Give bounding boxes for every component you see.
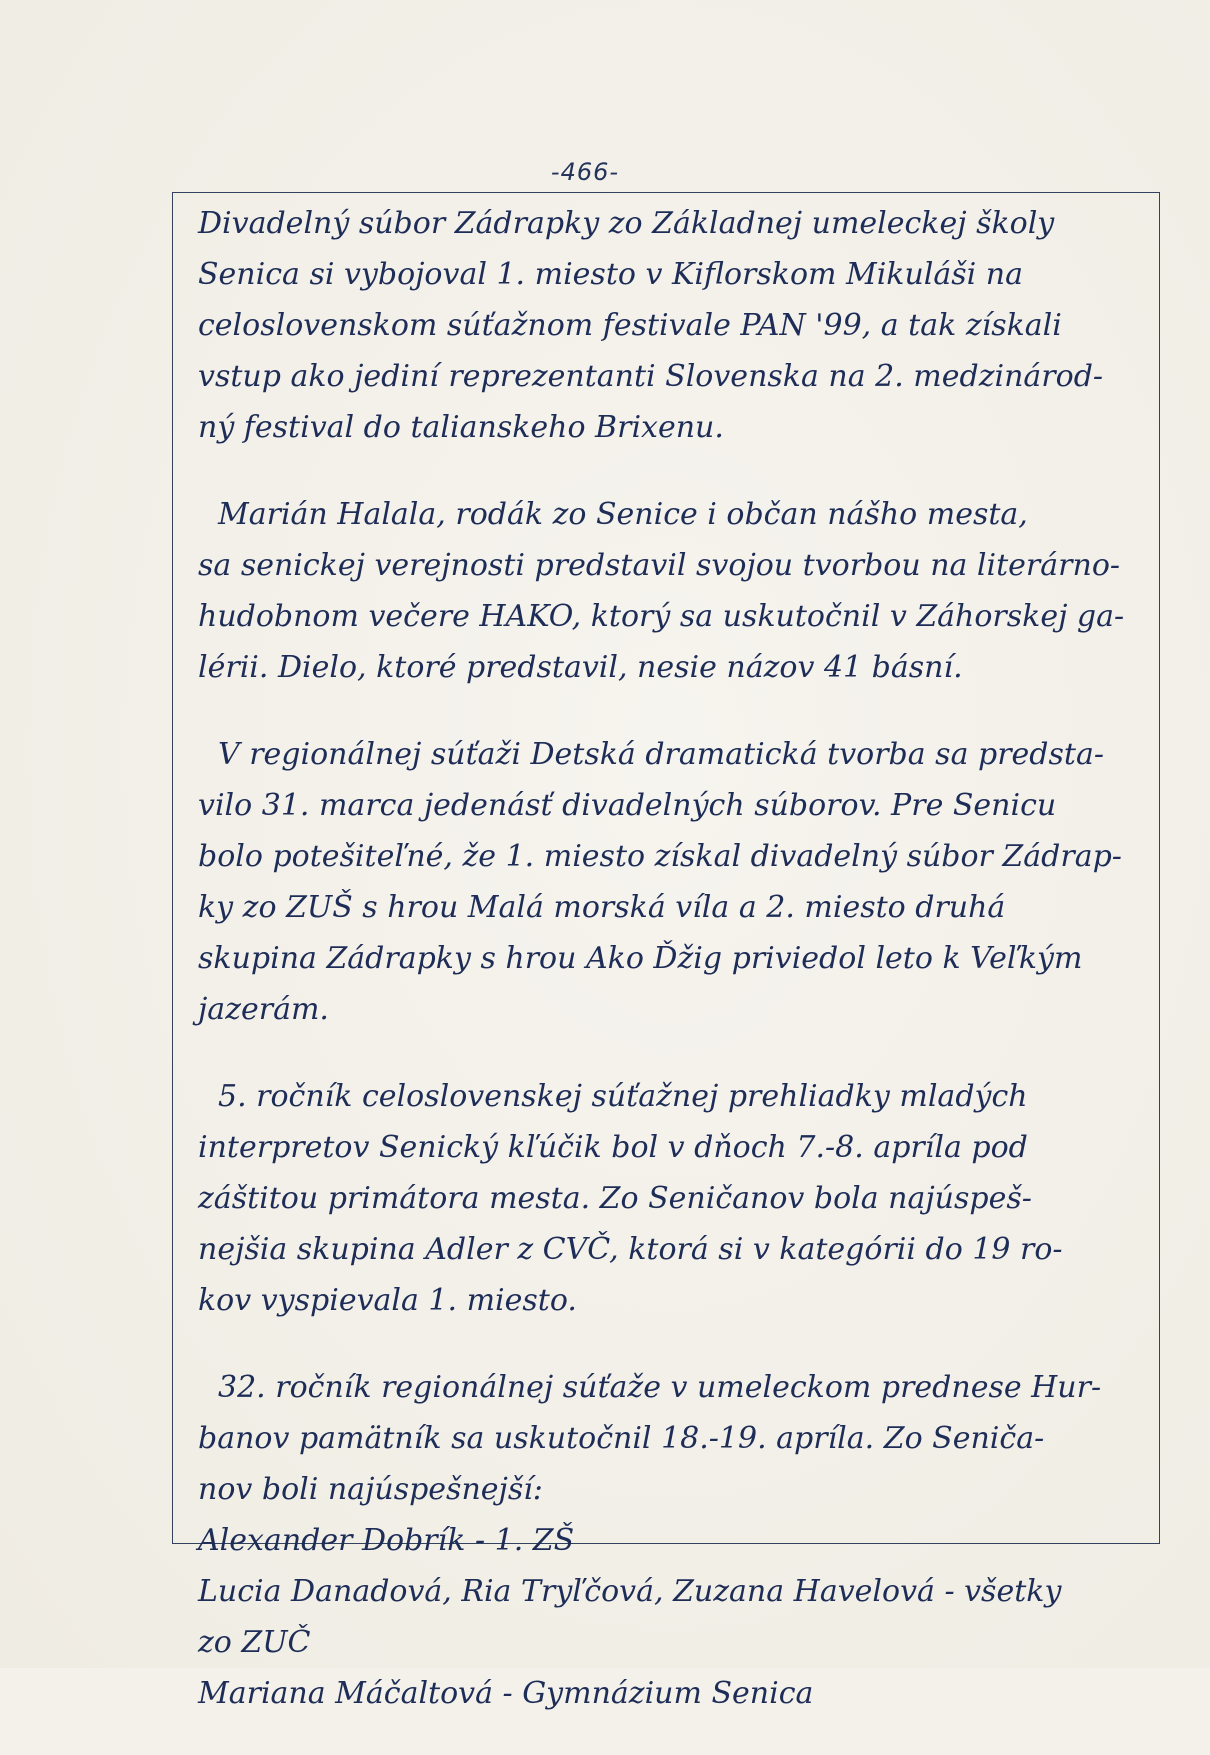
text-line: jazerám. xyxy=(198,992,329,1027)
handwritten-text xyxy=(198,198,1148,1755)
list-item: Alexander Dobrík - 1. ZŠ xyxy=(198,1523,575,1558)
text-line: banov pamätník sa uskutočnil 18.-19. apríla. Zo Seniča- xyxy=(198,1421,1045,1456)
page-number: -466- xyxy=(550,158,620,186)
paragraph-hurbanov-pamatnik xyxy=(198,1362,1148,1719)
text-line: sa senickej verejnosti predstavil svojou tvorbou na literárno- xyxy=(198,548,1121,583)
list-item: Mariana Máčaltová - Gymnázium Senica xyxy=(198,1676,814,1711)
text-line: záštitou primátora mesta. Zo Seničanov bola najúspeš- xyxy=(198,1181,1032,1216)
text-line: vilo 31. marca jedenásť divadelných súborov. Pre Senicu xyxy=(198,788,1057,823)
list-item: Lucia Danadová, Ria Tryľčová, Zuzana Havelová - všetky xyxy=(198,1574,1062,1609)
text-line: V regionálnej súťaži Detská dramatická tvorba sa predsta- xyxy=(218,737,1104,772)
paragraph-halala xyxy=(198,489,1148,693)
text-line: Senica si vybojoval 1. miesto v Kiflorskom Mikuláši na xyxy=(198,257,1024,292)
text-line: lérii. Dielo, ktoré predstavil, nesie názov 41 básní. xyxy=(198,650,963,685)
list-item: zo ZUČ xyxy=(198,1625,311,1660)
text-line: hudobnom večere HAKO, ktorý sa uskutočnil v Záhorskej ga- xyxy=(198,599,1125,634)
paragraph-zadrapky xyxy=(198,198,1148,453)
text-line: vstup ako jediní reprezentanti Slovenska na 2. medzinárod- xyxy=(198,359,1104,394)
text-line: nejšia skupina Adler z CVČ, ktorá si v kategórii do 19 ro- xyxy=(198,1232,1063,1267)
text-line: bolo potešiteľné, že 1. miesto získal divadelný súbor Zádrap- xyxy=(198,839,1122,874)
text-line: nov boli najúspešnejší: xyxy=(198,1472,543,1507)
text-line: 5. ročník celoslovenskej súťažnej prehliadky mladých xyxy=(218,1079,1028,1114)
paragraph-detska-dramaticka-tvorba xyxy=(198,729,1148,1035)
text-line: 32. ročník regionálnej súťaže v umeleckom prednese Hur- xyxy=(218,1370,1102,1405)
text-line: kov vyspievala 1. miesto. xyxy=(198,1283,577,1318)
text-line: celoslovenskom súťažnom festivale PAN '99, a tak získali xyxy=(198,308,1062,343)
text-line: Marián Halala, rodák zo Senice i občan nášho mesta, xyxy=(218,497,1028,532)
text-line: ky zo ZUŠ s hrou Malá morská víla a 2. miesto druhá xyxy=(198,890,1006,925)
text-line: skupina Zádrapky s hrou Ako Ďžig priviedol leto k Veľkým xyxy=(198,941,1083,976)
text-line: ný festival do talianskeho Brixenu. xyxy=(198,410,724,445)
text-line: interpretov Senický kľúčik bol v dňoch 7.-8. apríla pod xyxy=(198,1130,1028,1165)
text-line: Divadelný súbor Zádrapky zo Základnej umeleckej školy xyxy=(198,206,1055,241)
paragraph-senicky-klucik xyxy=(198,1071,1148,1326)
